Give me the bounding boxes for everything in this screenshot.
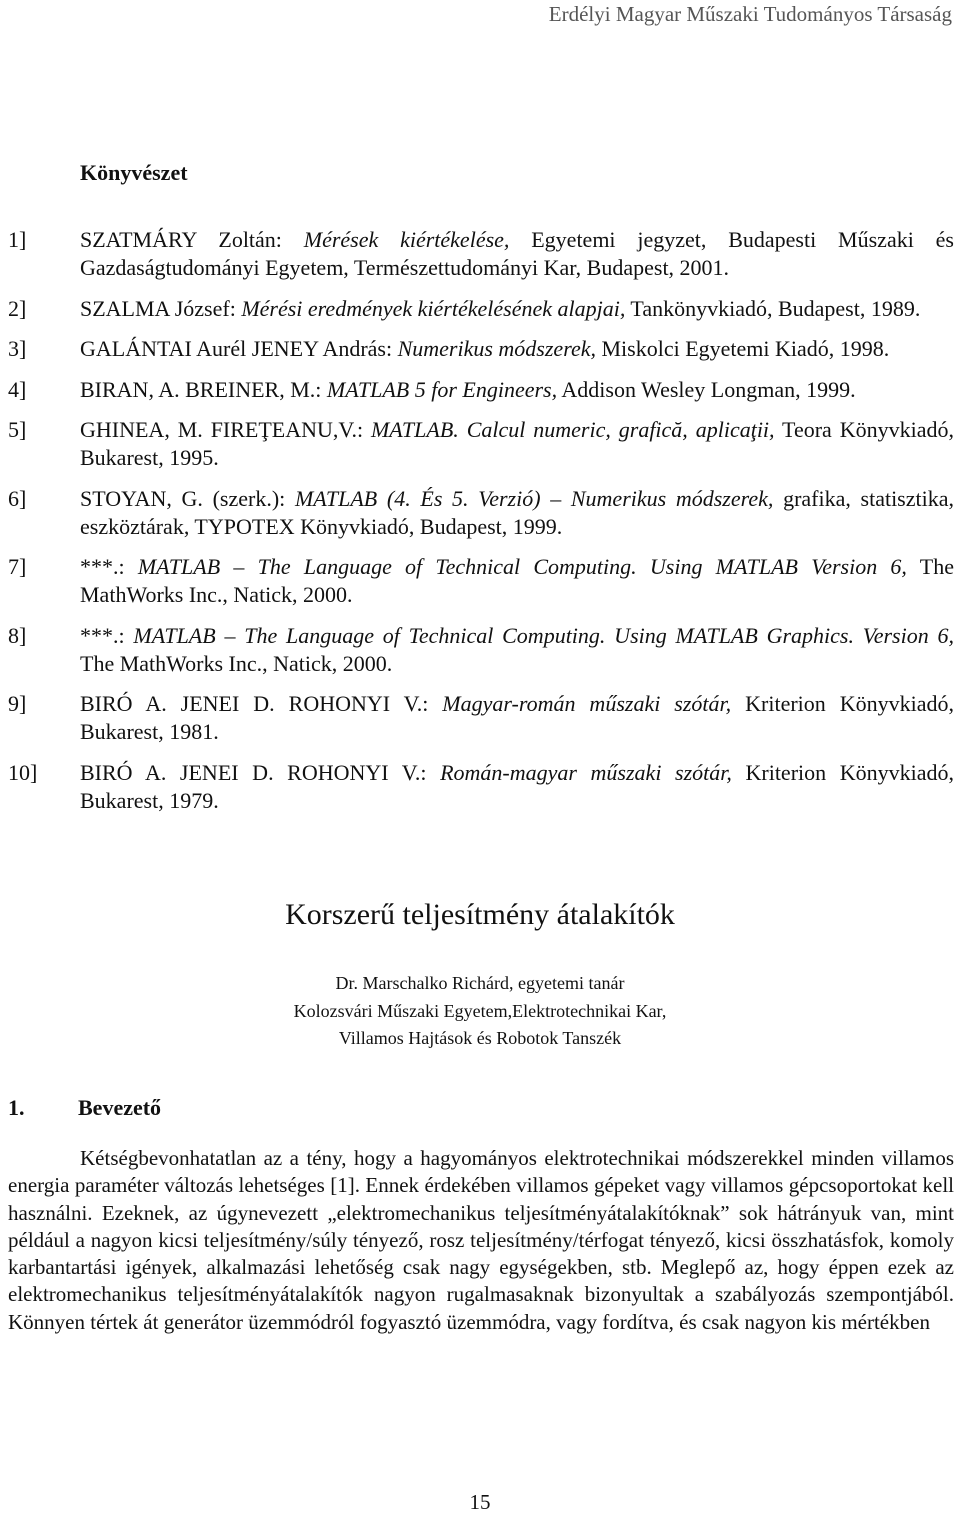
reference-author: BIRÓ A. JENEI D. ROHONYI V.:	[80, 759, 441, 785]
reference-author: SZATMÁRY Zoltán:	[80, 227, 304, 252]
reference-publisher: Kriterion Könyvkiadó, Bukarest, 1981.	[80, 691, 954, 744]
reference-item	[8, 553, 954, 609]
reference-number: 1]	[8, 227, 27, 252]
reference-number: 8]	[8, 622, 27, 648]
section-number: 1.	[8, 1095, 25, 1120]
reference-item	[8, 226, 954, 282]
intro-paragraph: Kétségbevonhatatlan az a tény, hogy a hagyományos elektrotechnikai módszerekkel minden villamos energia paraméter változás lehetséges [1]. Ennek érdekében villamos gépeket vagy villamos gépcsoportokat kell használni. Ezeknek, az úgynevezett „elektromechanikus teljesítményátalakítóknak” sok hátrányuk van, mint például a nagyon kicsi teljesítmény/súly tényező, rosz teljesítmény/térfogat tényező, kicsi összhatásfok, komoly karbantartási igények, alkalmazási lehetőség csak nagy egységekben, stb. Meglepő az, hogy éppen ezek az elektromechanikus teljesítményátalakítók nagyon rugalmasaknak bizonyultak a szabályozás szempontjából. Könnyen tértek át generátor üzemmódról fogyasztó üzemmódra, vagy fordítva, és csak nagyon kis mértékben	[8, 1146, 954, 1334]
reference-item	[8, 622, 954, 678]
reference-number: 4]	[8, 376, 27, 402]
reference-list	[8, 226, 954, 827]
reference-title: MATLAB – The Language of Technical Computing. Using MATLAB Version 6,	[137, 554, 907, 579]
reference-publisher: Kriterion Könyvkiadó, Bukarest, 1979.	[80, 759, 954, 813]
reference-author: ***.:	[80, 554, 138, 579]
reference-publisher: Egyetemi jegyzet, Budapesti Műszaki és Gazdaságtudományi Egyetem, Természettudományi Kar, Budapest, 2001.	[80, 227, 954, 280]
reference-publisher: Miskolci Egyetemi Kiadó, 1998.	[595, 336, 890, 361]
running-header: Erdélyi Magyar Műszaki Tudományos Társaság	[548, 2, 952, 26]
reference-item	[8, 335, 954, 363]
reference-title: MATLAB – The Language of Technical Computing. Using MATLAB Graphics. Version 6,	[133, 622, 954, 648]
reference-title: MATLAB (4. És 5. Verzió) – Numerikus módszerek,	[294, 485, 774, 511]
reference-author: BIRÓ A. JENEI D. ROHONYI V.:	[80, 691, 443, 716]
reference-number: 6]	[8, 485, 27, 511]
bibliography-title: Könyvészet	[80, 160, 188, 185]
reference-number: 7]	[8, 554, 27, 579]
reference-number: 5]	[8, 417, 27, 442]
reference-title: MATLAB. Calcul numeric, grafică, aplicaţii,	[370, 417, 775, 442]
reference-title: Magyar-román műszaki szótár,	[442, 691, 732, 716]
reference-publisher: The MathWorks Inc., Natick, 2000.	[80, 650, 393, 676]
article-title: Korszerű teljesítmény átalakítók	[285, 898, 675, 931]
reference-item	[8, 690, 954, 746]
reference-number: 2]	[8, 295, 27, 321]
author-name: Dr. Marschalko Richárd, egyetemi tanár	[335, 973, 625, 993]
reference-item	[8, 759, 954, 815]
author-block	[0, 970, 960, 1053]
author-department: Villamos Hajtások és Robotok Tanszék	[338, 1028, 622, 1048]
reference-publisher: The MathWorks Inc., Natick, 2000.	[80, 554, 954, 607]
reference-item	[8, 485, 954, 541]
reference-author: BIRAN, A. BREINER, M.:	[80, 376, 327, 402]
reference-publisher: Tankönyvkiadó, Budapest, 1989.	[625, 295, 921, 321]
page-number: 15	[469, 1490, 491, 1514]
reference-author: GALÁNTAI Aurél JENEY András:	[80, 336, 398, 361]
author-affiliation: Kolozsvári Műszaki Egyetem,Elektrotechnikai Kar,	[293, 1000, 667, 1021]
reference-item	[8, 295, 954, 323]
reference-author: ***.:	[80, 622, 134, 648]
reference-title: Mérési eredmények kiértékelésének alapjai,	[241, 295, 626, 321]
reference-number: 3]	[8, 336, 27, 361]
reference-publisher: Addison Wesley Longman, 1999.	[557, 376, 856, 402]
reference-author: GHINEA, M. FIREŢEANU,V.:	[80, 417, 371, 442]
intro-body	[8, 1145, 954, 1336]
reference-number: 9]	[8, 691, 27, 716]
reference-publisher: grafika, statisztika, eszköztárak, TYPOTEX Könyvkiadó, Budapest, 1999.	[80, 485, 954, 539]
reference-title: Numerikus módszerek,	[397, 336, 596, 361]
reference-title: Román-magyar műszaki szótár,	[440, 759, 732, 785]
reference-title: MATLAB 5 for Engineers,	[326, 376, 558, 402]
section-title: Bevezető	[78, 1095, 162, 1120]
reference-title: Mérések kiértékelése,	[303, 227, 510, 252]
reference-number: 10]	[8, 759, 38, 785]
reference-item	[8, 416, 954, 472]
section-heading	[8, 1095, 161, 1121]
reference-item	[8, 376, 954, 404]
reference-author: SZALMA József:	[80, 295, 242, 321]
reference-author: STOYAN, G. (szerk.):	[80, 485, 295, 511]
reference-publisher: Teora Könyvkiadó, Bukarest, 1995.	[80, 417, 954, 470]
